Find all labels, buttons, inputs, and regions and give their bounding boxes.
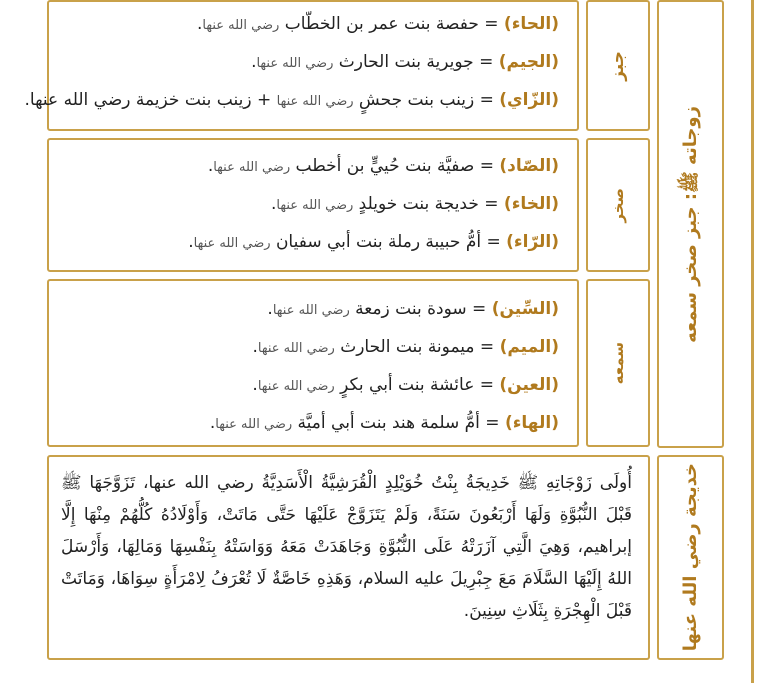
section-smah-lines xyxy=(59,291,559,443)
list-item: (الخاء) = خديجة بنت خويلدٍ رضي الله عنها. xyxy=(270,194,559,214)
section-smah-label-box xyxy=(586,279,650,447)
side-title-panel xyxy=(657,0,724,448)
list-item: (العين) = عائشة بنت أبي بكرٍ رضي الله عنها. xyxy=(252,375,559,395)
side-title: زوجاته ﷺ: جبز صخر سمعه xyxy=(679,105,701,343)
list-item: (الميم) = ميمونة بنت الحارث رضي الله عنها. xyxy=(252,337,559,357)
section-skhr-lines xyxy=(59,148,559,262)
list-item: (السِّين) = سودة بنت زمعة رضي الله عنها. xyxy=(267,299,559,319)
section-jbz-label: جبز xyxy=(608,50,628,81)
list-item: (الحاء) = حفصة بنت عمر بن الخطّاب رضي الله عنها. xyxy=(196,14,559,34)
khadija-label-box xyxy=(657,455,724,660)
khadija-paragraph: أُولَى زَوْجَاتِهِ ﷺ خَدِيجَةُ بِنْتُ خُوَيْلِدٍ الْقُرَشِيَّةُ الْأَسَدِيَّةُ رضي الله عنها، تَزَوَّجَهَا ﷺ قَبْلَ النُّبُوَّةِ وَلَهَا أَرْبَعُونَ سَنَةً، وَلَمْ يَتَزَوَّجْ عَلَيْهَا حَتَّى مَاتَتْ، وَأَوْلَادُهُ كُلُّهُمْ مِنْهَا إِلَّا إبراهيم، وَهِيَ الَّتِي آزَرَتْهُ عَلَى النُّبُوَّةِ وَجَاهَدَتْ مَعَهُ وَوَاسَتْهُ بِنَفْسِهَا وَمَالِهَا، وَأَرْسَلَ اللهُ إِلَيْهَا السَّلَامَ مَعَ جِبْرِيلَ عليه السلام، وَهَذِهِ خَاصَّةٌ لَا تُعْرَفُ لِامْرَأَةٍ سِوَاهَا، وَمَاتَتْ قَبْلَ الْهِجْرَةِ بِثَلَاثِ سِنِينَ. xyxy=(61,473,632,621)
page-edge-rule xyxy=(751,0,754,683)
list-item: (الصّاد) = صفيَّة بنت حُييٍّ بن أخطب رضي الله عنها. xyxy=(207,156,559,176)
list-item: (الهاء) = أمُّ سلمة هند بنت أبي أميَّة رضي الله عنها. xyxy=(209,413,559,433)
list-item: (الزّاي) = زينب بنت جحشٍ رضي الله عنها + زينب بنت خزيمة رضي الله عنها. xyxy=(24,90,559,110)
section-smah-label: سمعه xyxy=(609,341,627,385)
list-item: (الرّاء) = أمُّ حبيبة رملة بنت أبي سفيان رضي الله عنها. xyxy=(188,232,559,252)
section-skhr-box xyxy=(47,138,579,272)
list-item: (الجيم) = جويرية بنت الحارث رضي الله عنها. xyxy=(251,52,559,72)
section-jbz-label-box xyxy=(586,0,650,131)
section-jbz-lines xyxy=(24,6,559,120)
section-skhr-label: صخر xyxy=(609,187,627,223)
section-smah-box xyxy=(47,279,579,447)
section-jbz-box xyxy=(24,0,579,131)
khadija-label: خديجة رضي الله عنها xyxy=(680,463,701,652)
khadija-paragraph-box xyxy=(47,455,650,660)
section-skhr-label-box xyxy=(586,138,650,272)
